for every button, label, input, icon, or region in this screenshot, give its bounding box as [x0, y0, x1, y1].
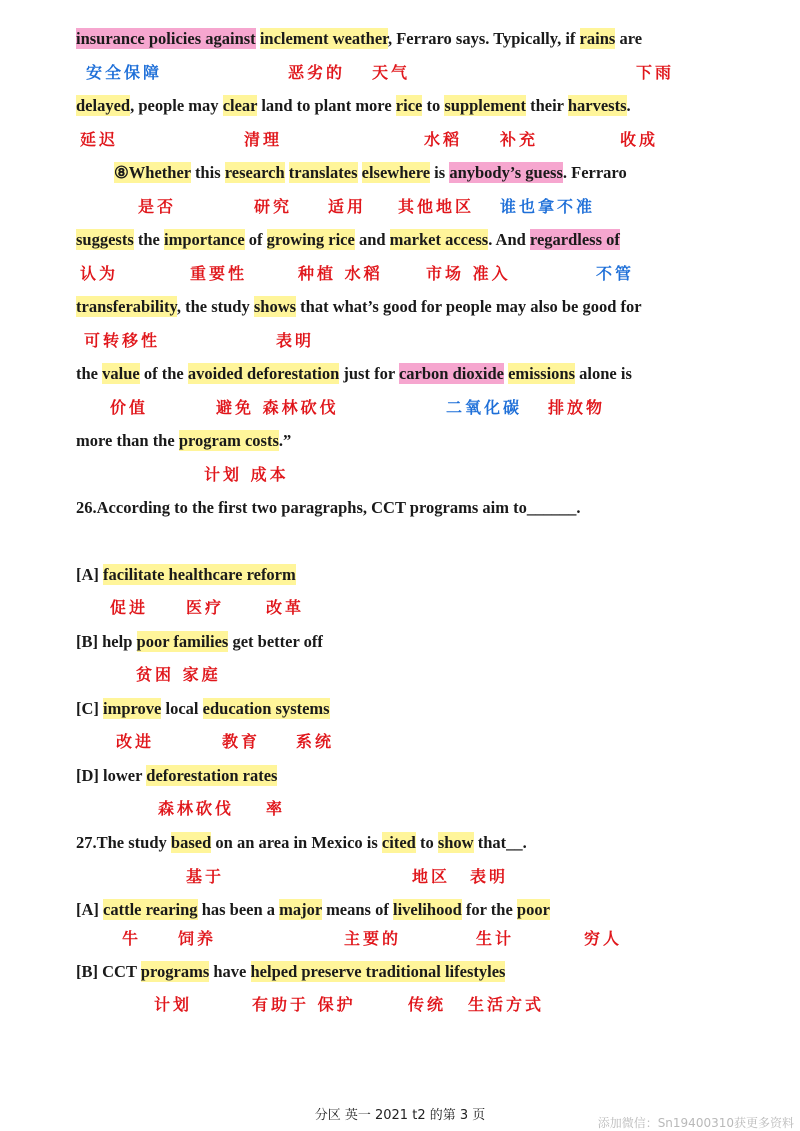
gloss-annotation: 有助于 保护	[252, 995, 356, 1014]
q26-option-c: [C] improve local education systems	[76, 699, 330, 718]
gloss-annotation: 补充	[500, 130, 539, 149]
highlight-word: livelihood	[392, 900, 462, 919]
highlight-phrase: anybody’s guess	[449, 163, 563, 182]
passage-line-2: delayed, people may clear land to plant more rice to supplement their harvests.	[76, 96, 631, 115]
passage-line-6: the value of the avoided deforestation just for carbon dioxide emissions alone is	[76, 364, 632, 383]
gloss-annotation: 率	[266, 799, 286, 818]
gloss-annotation: 主要的	[344, 929, 402, 948]
gloss-annotation: 不管	[596, 264, 635, 283]
gloss-annotation: 饲养	[178, 929, 217, 948]
highlight-phrase: education systems	[202, 699, 330, 718]
highlight-phrase: insurance policies against	[76, 29, 256, 48]
highlight-word: clear	[222, 96, 258, 115]
passage-line-1: insurance policies against inclement weather, Ferraro says. Typically, if rains are	[76, 29, 643, 48]
gloss-annotation: 下雨	[636, 63, 675, 82]
gloss-annotation: 表明	[470, 867, 509, 886]
highlight-word: programs	[140, 962, 210, 981]
gloss-annotation: 市场 准入	[426, 264, 511, 283]
passage-line-7: more than the program costs.”	[76, 431, 292, 450]
watermark-text: 添加微信：Sn19400310获更多资料	[597, 1116, 794, 1130]
gloss-annotation: 排放物	[548, 398, 606, 417]
highlight-phrase: program costs	[178, 431, 279, 450]
highlight-word: shows	[253, 297, 297, 316]
gloss-annotation: 适用	[328, 197, 367, 216]
gloss-annotation: 二氧化碳	[446, 398, 523, 417]
highlight-phrase: market access	[389, 230, 489, 249]
gloss-annotation: 地区	[412, 867, 451, 886]
gloss-annotation: 其他地区	[398, 197, 475, 216]
gloss-annotation: 延迟	[80, 130, 119, 149]
highlight-word: harvests	[567, 96, 627, 115]
gloss-annotation: 生计	[476, 929, 515, 948]
highlight-phrase: helped preserve traditional lifestyles	[250, 962, 506, 981]
highlight-phrase: inclement weather	[259, 29, 388, 48]
gloss-annotation: 改进	[116, 732, 155, 751]
highlight-phrase: poor families	[136, 632, 229, 651]
page-footer: 分区 英一 2021 t2 的第 3 页	[314, 1108, 486, 1123]
highlight-word: based	[170, 833, 212, 852]
gloss-annotation: 教育	[222, 732, 261, 751]
question-26-stem: 26.According to the first two paragraphs, CCT programs aim to______.	[76, 498, 581, 517]
highlight-phrase: regardless of	[529, 230, 620, 249]
q27-option-a: [A] cattle rearing has been a major means of livelihood for the poor	[76, 900, 550, 919]
highlight-phrase: carbon dioxide	[398, 364, 504, 383]
highlight-phrase: cattle rearing	[103, 900, 198, 919]
gloss-annotation: 改革	[266, 598, 305, 617]
gloss-annotation: 传统	[408, 995, 447, 1014]
highlight-word: supplement	[444, 96, 526, 115]
passage-line-3: ⑧Whether this research translates elsewhere is anybody’s guess. Ferraro	[114, 163, 627, 182]
highlight-word: value	[102, 364, 140, 383]
gloss-annotation: 促进	[110, 598, 149, 617]
gloss-annotation: 基于	[186, 867, 225, 886]
gloss-annotation: 计划 成本	[204, 465, 289, 484]
highlight-word: transferability	[76, 297, 177, 316]
gloss-annotation: 恶劣的	[288, 63, 346, 82]
q27-option-b: [B] CCT programs have helped preserve traditional lifestyles	[76, 962, 506, 981]
highlight-phrase: growing rice	[266, 230, 355, 249]
gloss-annotation: 研究	[254, 197, 293, 216]
highlight-phrase: deforestation rates	[146, 766, 278, 785]
gloss-annotation: 重要性	[190, 264, 248, 283]
q26-option-a: [A] facilitate healthcare reform	[76, 565, 296, 584]
highlight-word: rains	[579, 29, 616, 48]
highlight-word: improve	[103, 699, 162, 718]
question-27-stem: 27.The study based on an area in Mexico is cited to show that__.	[76, 833, 527, 852]
highlight-word: importance	[164, 230, 245, 249]
highlight-word: translates	[288, 163, 358, 182]
gloss-annotation: 水稻	[424, 130, 463, 149]
gloss-annotation: 贫困 家庭	[136, 665, 221, 684]
passage-line-5: transferability, the study shows that what’s good for people may also be good for	[76, 297, 642, 316]
gloss-annotation: 计划	[154, 995, 193, 1014]
gloss-annotation: 价值	[110, 398, 149, 417]
highlight-word: ⑧Whether	[114, 163, 191, 182]
gloss-annotation: 天气	[372, 63, 411, 82]
highlight-word: show	[437, 833, 474, 852]
gloss-annotation: 收成	[620, 130, 659, 149]
gloss-annotation: 医疗	[186, 598, 225, 617]
passage-line-4: suggests the importance of growing rice and market access. And regardless of	[76, 230, 620, 249]
highlight-word: research	[224, 163, 285, 182]
gloss-annotation: 牛	[122, 929, 142, 948]
gloss-annotation: 是否	[138, 197, 177, 216]
highlight-word: suggests	[76, 230, 134, 249]
gloss-annotation: 清理	[244, 130, 283, 149]
gloss-annotation: 森林砍伐	[158, 799, 235, 818]
q26-option-b: [B] help poor families get better off	[76, 632, 323, 651]
gloss-annotation: 生活方式	[468, 995, 545, 1014]
q26-option-d: [D] lower deforestation rates	[76, 766, 278, 785]
gloss-annotation: 系统	[296, 732, 335, 751]
highlight-word: emissions	[508, 364, 576, 383]
highlight-word: delayed	[76, 96, 131, 115]
highlight-word: cited	[381, 833, 416, 852]
highlight-phrase: facilitate healthcare reform	[103, 565, 296, 584]
highlight-word: poor	[516, 900, 550, 919]
gloss-annotation: 认为	[80, 264, 119, 283]
gloss-annotation: 种植 水稻	[298, 264, 383, 283]
gloss-annotation: 谁也拿不准	[500, 197, 596, 216]
gloss-annotation: 避免 森林砍伐	[216, 398, 339, 417]
highlight-word: rice	[395, 96, 423, 115]
highlight-word: major	[279, 900, 322, 919]
highlight-phrase: avoided deforestation	[187, 364, 340, 383]
highlight-word: elsewhere	[361, 163, 431, 182]
gloss-annotation: 穷人	[584, 929, 623, 948]
gloss-annotation: 安全保障	[86, 63, 163, 82]
gloss-annotation: 表明	[276, 331, 315, 350]
gloss-annotation: 可转移性	[84, 331, 161, 350]
